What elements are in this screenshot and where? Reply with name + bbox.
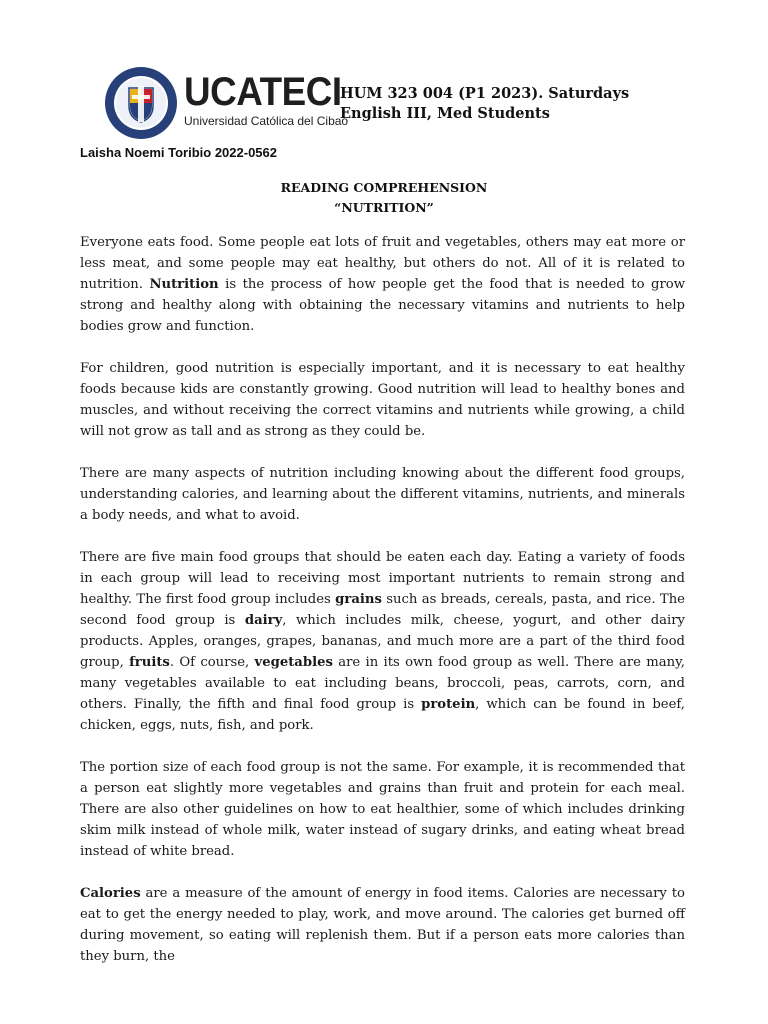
reading-title: READING COMPREHENSION (280, 180, 488, 195)
document-header (104, 64, 704, 142)
keyword-fruits: fruits (129, 655, 170, 670)
student-name: Laisha Noemi Toribio 2022-0562 (80, 145, 277, 160)
keyword-vegetables: vegetables (254, 655, 333, 670)
paragraph-2: For children, good nutrition is especially important, and it is necessary to eat healthy foods because kids are constantly growing. Good nutrition will lead to healthy bones and muscles, and without receiving the correct vitamins and nutrients while growing, a child will not grow as tall and as strong as they could be. (80, 361, 685, 439)
paragraph-5: The portion size of each food group is not the same. For example, it is recommended that a person eat slightly more vegetables and grains than fruit and protein for each meal. There are also other guidelines on how to eat healthier, some of which includes drinking skim milk instead of whole milk, water instead of sugary drinks, and eating wheat bread instead of white bread. (80, 760, 685, 859)
brand-name: UCATECI (184, 70, 342, 114)
course-line-2: English III, Med Students (340, 105, 550, 122)
course-info (340, 84, 629, 124)
keyword-dairy: dairy (244, 613, 283, 628)
course-line-1: HUM 323 004 (P1 2023). Saturdays (340, 85, 630, 102)
keyword-calories: Calories (80, 886, 141, 901)
paragraph-6: Calories are a measure of the amount of energy in food items. Calories are necessary to eat to get the energy needed to play, work, and move around. The calories get burned off during movement, so eating will replenish them. But if a person eats more calories than they burn, the (80, 886, 685, 964)
paragraph-1: Everyone eats food. Some people eat lots of fruit and vegetables, others may eat more or less meat, and some people may eat healthy, but others do not. All of it is related to nutrition. Nutrition is the process of how people get the food that is needed to grow strong and healthy along with obtaining the necessary vitamins and nutrients to help bodies grow and function. (80, 235, 685, 334)
brand-subtitle: Universidad Católica del Cibao (184, 114, 349, 128)
keyword-nutrition: Nutrition (149, 277, 219, 292)
paragraph-3: There are many aspects of nutrition including knowing about the different food groups, understanding calories, and learning about the different vitamins, nutrients, and minerals a body needs, and what to avoid. (80, 466, 685, 523)
reading-body (80, 232, 685, 988)
paragraph-4: There are five main food groups that should be eaten each day. Eating a variety of foods in each group will lead to receiving most important nutrients to remain strong and healthy. The first food group includes grains such as breads, cereals, pasta, and rice. The second food group is dairy, which includes milk, cheese, yogurt, and other dairy products. Apples, oranges, grapes, bananas, and much more are a part of the third food group, fruits. Of course, vegetables are in its own food group as well. There are many, many vegetables available to eat including beans, broccoli, peas, carrots, corn, and others. Finally, the fifth and final food group is protein, which can be found in beef, chicken, eggs, nuts, fish, and pork. (80, 550, 685, 733)
keyword-protein: protein (421, 697, 476, 712)
keyword-grains: grains (335, 592, 382, 607)
brand-block (184, 72, 355, 128)
reading-subtitle: “NUTRITION” (334, 200, 434, 215)
university-seal-logo (104, 66, 178, 140)
